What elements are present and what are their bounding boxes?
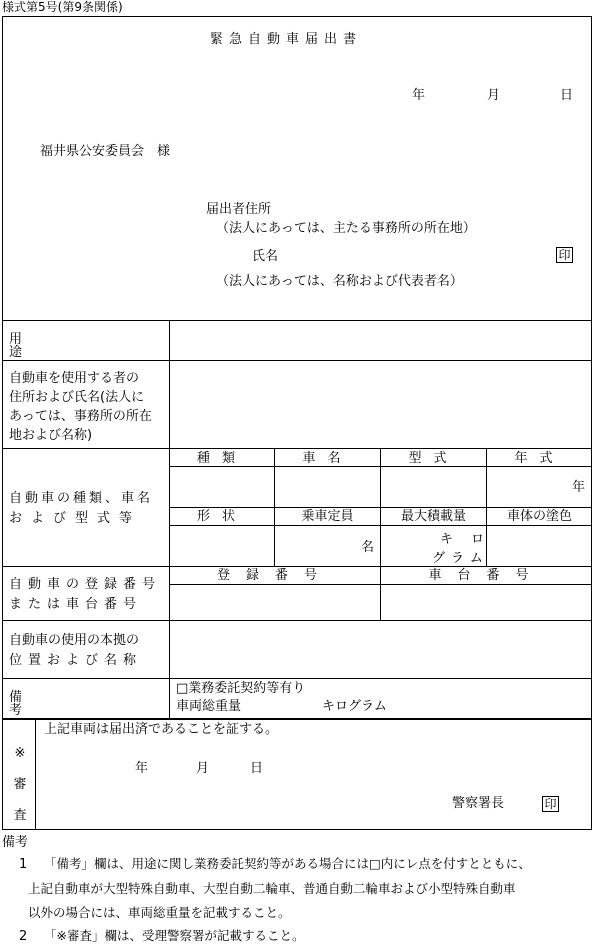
review-certify-text: 上記車両は届出済であることを証する。 (44, 722, 279, 737)
date-month-label: 月 (487, 88, 501, 103)
header-car-name: 車名 (302, 451, 353, 466)
user-label-line: 自動車を使用する者の (9, 371, 140, 386)
base-field[interactable] (170, 621, 591, 678)
remarks-weight-unit: キログラム (322, 699, 387, 714)
vehicle-label-line: 自動車の種類、車名 (9, 491, 154, 506)
header-capacity: 乗車定員 (301, 509, 354, 524)
header-max-load: 最大積載量 (400, 509, 466, 524)
vehicle-label-line: および型式等 (9, 511, 142, 526)
review-month-label: 月 (196, 761, 210, 776)
applicant-seal-mark: 印 (556, 247, 573, 263)
review-label-line: 査 (13, 808, 27, 823)
registration-label (9, 575, 161, 615)
vehicle-label (9, 489, 153, 529)
year-unit: 年 (572, 480, 586, 495)
registration-label-line: 自動車の登録番号 (9, 577, 162, 592)
load-unit-line: グラム (432, 551, 489, 566)
remarks-label-text: 備考 (9, 690, 149, 718)
registration-label-line: または車台番号 (9, 597, 143, 612)
note-2-text: 「※審査」欄は、受理警察署が記載すること。 (44, 928, 305, 943)
note-1-line: 「備考」欄は、用途に関し業務委託契約等がある場合には□内にレ点を付すとともに、 (44, 856, 531, 871)
date-day-label: 日 (560, 88, 574, 103)
chief-seal-mark: 印 (542, 796, 559, 812)
header-model: 型式 (408, 451, 459, 466)
review-label-line: 審 (13, 777, 27, 792)
applicant-name-note: （法人にあっては、名称および代表者名） (216, 274, 463, 289)
applicant-address-note: （法人にあっては、主たる事務所の所在地） (216, 221, 476, 236)
applicant-name-label: 氏名 (252, 249, 279, 264)
review-year-label: 年 (135, 761, 149, 776)
review-label (13, 738, 27, 831)
date-year-label: 年 (412, 88, 426, 103)
user-label-line: 地および名称) (9, 428, 93, 443)
header-shape: 形状 (196, 509, 247, 524)
header-registration-number: 登録番号 (216, 568, 333, 583)
user-field[interactable] (170, 361, 591, 448)
user-label (9, 369, 152, 445)
remarks-contract-checkbox[interactable]: □業務委託契約等有り (176, 681, 306, 696)
header-body-color: 車体の塗色 (506, 509, 572, 524)
header-chassis-number: 車台番号 (428, 568, 545, 583)
user-label-line: 住所および氏名(法人に (9, 390, 145, 405)
form-title: 緊急自動車届出書 (210, 32, 363, 47)
review-label-line: ※ (14, 746, 26, 761)
notes-title: 備考 (2, 835, 29, 850)
base-label-line: 位置および名称 (9, 653, 143, 668)
header-type: 種類 (196, 451, 247, 466)
purpose-field[interactable] (170, 321, 591, 360)
capacity-unit: 名 (361, 540, 375, 555)
purpose-label-text: 用途 (9, 332, 145, 360)
load-unit (432, 530, 502, 568)
applicant-address-label: 届出者住所 (206, 202, 272, 217)
note-1-line: 上記自動車が大型特殊自動車、大型自動二輪車、普通自動二輪車および小型特殊自動車 (28, 881, 516, 896)
header-model-year: 年式 (514, 451, 565, 466)
note-1-number: 1 (19, 857, 28, 872)
remarks-label (9, 691, 161, 717)
form-number: 様式第5号(第9条関係) (2, 0, 123, 14)
police-chief-label: 警察署長 (452, 796, 505, 811)
addressee: 福井県公安委員会 様 (40, 144, 171, 159)
note-2-number: 2 (19, 929, 28, 944)
base-label-line: 自動車の使用の本拠の (9, 633, 140, 648)
remarks-weight-label: 車両総重量 (176, 699, 242, 714)
base-label (9, 631, 142, 671)
user-label-line: あっては、事務所の所在 (9, 409, 152, 424)
review-day-label: 日 (250, 761, 264, 776)
load-unit-line: キロ (440, 532, 503, 547)
note-1-line: 以外の場合には、車両総重量を記載すること。 (28, 905, 291, 920)
purpose-label (9, 333, 161, 359)
